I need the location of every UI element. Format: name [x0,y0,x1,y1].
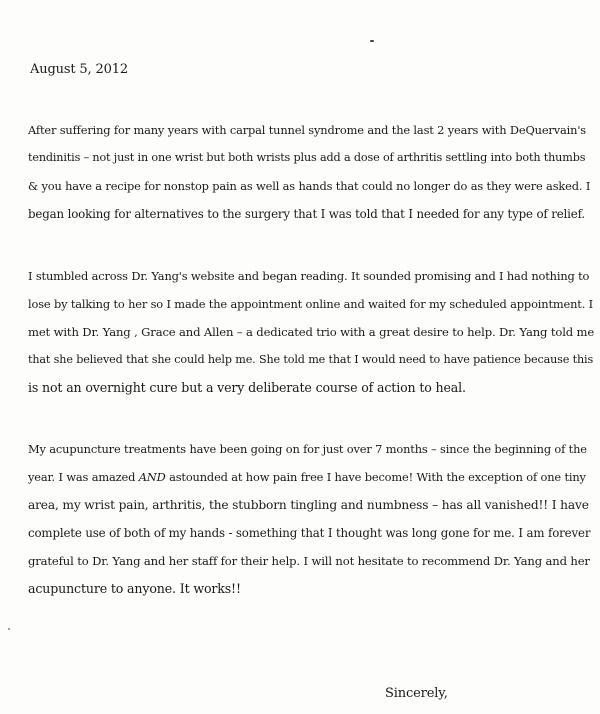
paragraph-2-line-5: is not an overnight cure but a very deliberate course of action to heal. [28,380,466,395]
paragraph-3-line-3: area, my wrist pain, arthritis, the stubborn tingling and numbness – has all vanished!! I have [28,498,589,512]
paragraph-1-line-1: After suffering for many years with carpal tunnel syndrome and the last 2 years with DeQuervain's [28,123,587,137]
paragraph-2-line-4: that she believed that she could help me. She told me that I would need to have patience because this [28,353,594,366]
emphasis-and: AND [138,470,166,484]
paragraph-2-line-1: I stumbled across Dr. Yang's website and began reading. It sounded promising and I had nothing to [28,269,590,283]
paragraph-1-line-3: & you have a recipe for nonstop pain as well as hands that could no longer do as they were asked. I [28,179,591,193]
paragraph-3-line-6: acupuncture to anyone. It works!! [28,581,241,596]
paragraph-3-line-5: grateful to Dr. Yang and her staff for their help. I will not hesitate to recommend Dr. Yang and her [28,554,590,568]
paragraph-1-line-2: tendinitis – not just in one wrist but both wrists plus add a dose of arthritis settling into both thumbs [28,151,586,164]
paper-speck [8,628,10,630]
paragraph-3-line-1: My acupuncture treatments have been going on for just over 7 months – since the beginning of the [28,442,587,456]
paragraph-2-line-2: lose by talking to her so I made the appointment online and waited for my scheduled appointment. I [28,297,594,311]
text-segment: astounded at how pain free I have become! With the exception of one tiny [165,470,586,484]
paragraph-3-line-4: complete use of both of my hands - something that I thought was long gone for me. I am forever [28,526,591,540]
paragraph-1-line-4: began looking for alternatives to the surgery that I was told that I needed for any type of relief. [28,207,586,221]
letter-date: August 5, 2012 [30,62,129,77]
paragraph-2-line-3: met with Dr. Yang , Grace and Allen – a dedicated trio with a great desire to help. Dr. Yang told me [28,325,595,339]
letter-closing: Sincerely, [385,686,448,701]
paper-speck [370,40,374,42]
text-segment: year. I was amazed [28,470,139,484]
paragraph-3-line-2 [28,469,586,485]
